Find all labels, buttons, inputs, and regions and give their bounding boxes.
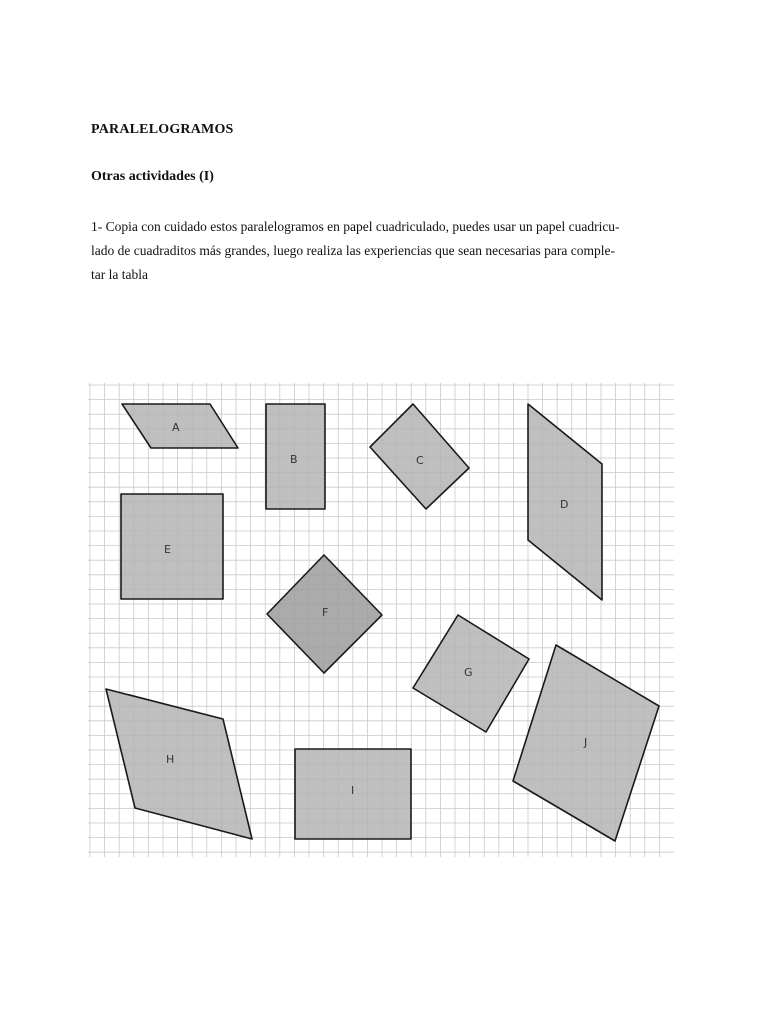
instruction-line: lado de cuadraditos más grandes, luego realiza las experiencias que sean necesarias para comple-: [91, 243, 616, 258]
section-subtitle: Otras actividades (I): [91, 169, 214, 184]
instruction-paragraph: [91, 215, 681, 287]
shape-d: [528, 404, 602, 600]
shape-f: [267, 555, 382, 673]
page-title: PARALELOGRAMOS: [91, 122, 234, 137]
shape-c: [370, 404, 469, 509]
shape-a: [122, 404, 238, 448]
grid-drawing: [88, 383, 674, 857]
shape-label-d: D: [560, 498, 569, 511]
shape-j: [513, 645, 659, 841]
shape-h: [106, 689, 252, 839]
shape-label-j: J: [584, 736, 588, 749]
instruction-line: tar la tabla: [91, 267, 148, 282]
shape-label-h: H: [166, 753, 175, 766]
shape-label-b: B: [290, 453, 298, 466]
shape-label-e: E: [164, 543, 171, 556]
parallelogram: [122, 404, 238, 448]
shape-label-f: F: [322, 606, 329, 619]
shape-b: [266, 404, 325, 509]
shape-label-g: G: [464, 666, 473, 679]
shape-i: [295, 749, 411, 839]
shape-e: [121, 494, 223, 599]
shape-label-i: I: [351, 784, 355, 797]
shape-label-a: A: [172, 421, 180, 434]
instruction-line: 1- Copia con cuidado estos paralelogramos en papel cuadriculado, puedes usar un papel cuadricu-: [91, 219, 620, 234]
shape-g: [413, 615, 529, 732]
shape-label-c: C: [416, 454, 424, 467]
parallelograms-grid-figure: [88, 383, 674, 857]
parallelogram: [106, 689, 252, 839]
parallelogram: [121, 494, 223, 599]
